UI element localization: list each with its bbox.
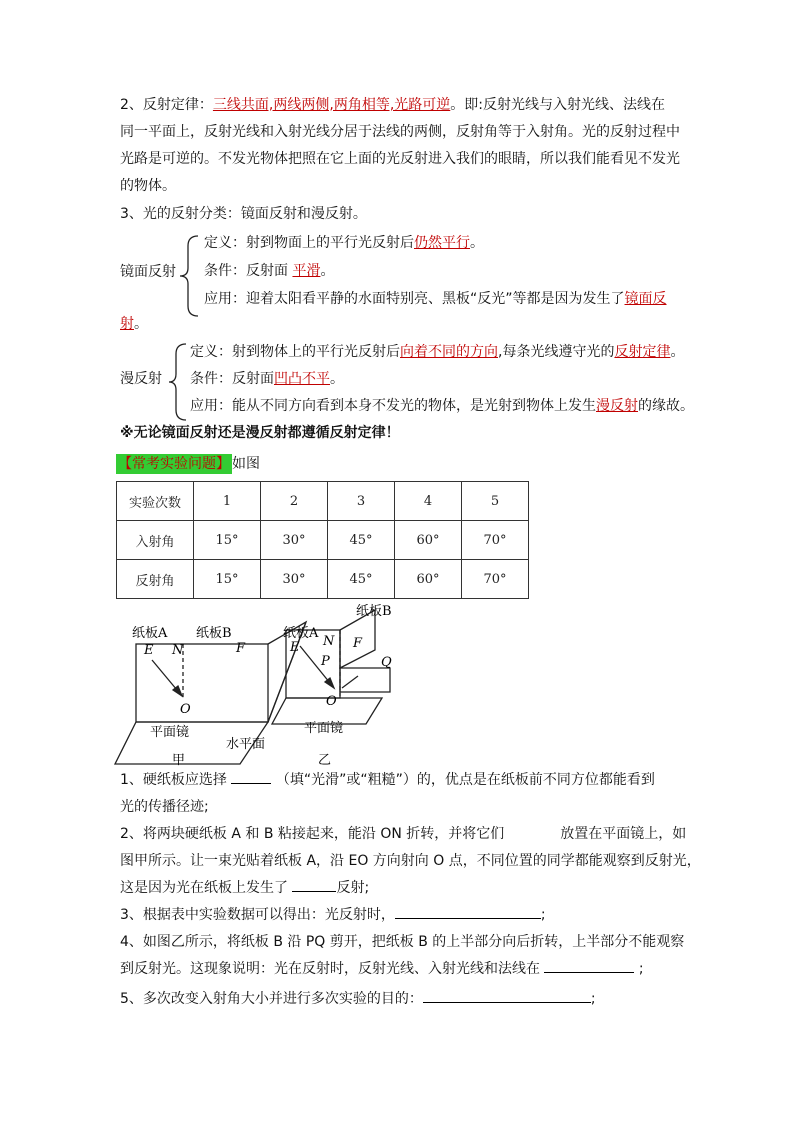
specular-label: 镜面反射	[120, 264, 176, 280]
specular-definition: 定义：射到物面上的平行光反射后仍然平行。	[204, 235, 484, 251]
fig-mirror-yi: 平面镜	[304, 721, 344, 736]
diffuse-condition: 条件：反射面凹凸不平。	[190, 371, 344, 387]
fig-board-a-yi: 纸板A	[283, 626, 319, 641]
diffuse-brace	[166, 340, 190, 424]
fig-n-yi: N	[323, 634, 335, 649]
question-2-line-1: 2、将两块硬纸板 A 和 B 粘接起来，能沿 ON 折转，并将它们 放置在平面镜上，如	[120, 826, 687, 842]
fig-horizontal-plane: 水平面	[226, 737, 266, 752]
specular-application: 应用：迎着太阳看平静的水面特别亮、黑板“反光”等都是因为发生了镜面反	[204, 291, 667, 307]
experiment-heading: 【常考实验问题】 如图	[118, 456, 260, 472]
classify-line: 3、光的反射分类：镜面反射和漫反射。	[120, 206, 367, 222]
law-line-4: 的物体。	[120, 178, 176, 194]
question-5: 5、多次改变入射角大小并进行多次实验的目的： ;	[120, 986, 676, 1013]
question-4-line-1: 4、如图乙所示，将纸板 B 沿 PQ 剪开，把纸板 B 的上半部分向后折转，上半部分不能观察	[120, 934, 685, 950]
table-cell: 30°	[261, 560, 328, 599]
fig-board-a-jia: 纸板A	[132, 626, 168, 641]
fig-e-jia: E	[144, 643, 154, 658]
table-cell: 70°	[462, 560, 529, 599]
table-cell: 60°	[395, 521, 462, 560]
table-cell: 4	[395, 482, 462, 521]
fig-o-yi: O	[326, 694, 337, 709]
table-row-header: 实验次数	[117, 482, 194, 521]
reflection-law-note: ※无论镜面反射还是漫反射都遵循反射定律！	[120, 425, 400, 441]
law-line-1: 2、反射定律：三线共面,两线两侧,两角相等,光路可逆。即:反射光线与入射光线、法线在	[120, 97, 665, 113]
table-cell: 60°	[395, 560, 462, 599]
question-5-blank[interactable]	[423, 988, 591, 1003]
table-cell: 3	[328, 482, 395, 521]
experiment-table	[116, 481, 529, 599]
fig-mirror-jia: 平面镜	[150, 725, 190, 740]
question-4-line-2: 到反射光。这现象说明：光在反射时，反射光线、入射光线和法线在 ;	[120, 956, 676, 983]
board-b-lower	[340, 668, 390, 692]
question-2-blank[interactable]	[292, 877, 336, 892]
table-row	[117, 482, 529, 521]
question-4-blank[interactable]	[544, 958, 634, 973]
specular-brace	[176, 232, 202, 320]
table-cell: 30°	[261, 521, 328, 560]
specular-condition: 条件：反射面 平滑。	[204, 263, 335, 279]
table-row-header: 入射角	[117, 521, 194, 560]
question-1-blank[interactable]	[231, 769, 271, 784]
fig-n-jia: N	[172, 643, 184, 658]
law-line-3: 光路是可逆的。不发光物体把照在它上面的光反射进入我们的眼睛，所以我们能看见不发光	[120, 151, 680, 167]
question-1-line-1: 1、硬纸板应选择 （填“光滑”或“粗糙”）的，优点是在纸板前不同方位都能看到	[120, 767, 676, 794]
table-cell: 45°	[328, 560, 395, 599]
fig-q-yi: Q	[381, 655, 392, 670]
fig-e-yi: E	[290, 640, 300, 655]
board-ab-rect	[136, 644, 268, 722]
question-1-line-2: 光的传播径迹;	[120, 799, 209, 815]
table-cell: 70°	[462, 521, 529, 560]
specular-application-cont: 射。	[120, 316, 148, 332]
table-cell: 15°	[194, 521, 261, 560]
question-3-blank[interactable]	[395, 904, 541, 919]
fig-f-yi: F	[353, 636, 363, 651]
fig-f-jia: F	[236, 641, 246, 656]
fig-p-yi: P	[321, 654, 330, 669]
diffuse-label: 漫反射	[120, 371, 162, 387]
table-row	[117, 560, 529, 599]
experiment-tag: 【常考实验问题】	[118, 456, 230, 472]
diffuse-application: 应用：能从不同方向看到本身不发光的物体，是光射到物体上发生漫反射的缘故。	[190, 398, 694, 414]
table-cell: 5	[462, 482, 529, 521]
table-row	[117, 521, 529, 560]
table-cell: 45°	[328, 521, 395, 560]
fig-caption-yi: 乙	[318, 753, 332, 768]
fig-caption-jia: 甲	[172, 753, 186, 768]
law-line-2: 同一平面上，反射光线和入射光线分居于法线的两侧，反射角等于入射角。光的反射过程中	[120, 124, 680, 140]
question-3: 3、根据表中实验数据可以得出：光反射时， ;	[120, 902, 676, 929]
table-cell: 1	[194, 482, 261, 521]
table-row-header: 反射角	[117, 560, 194, 599]
question-2-line-3: 这是因为光在纸板上发生了 反射;	[120, 875, 676, 902]
question-2-line-2: 图甲所示。让一束光贴着纸板 A，沿 EO 方向射向 O 点，不同位置的同学都能观察到反射光，	[120, 853, 701, 869]
fig-board-b-yi: 纸板B	[356, 604, 392, 619]
reflected-ray-yi	[342, 676, 358, 688]
fig-o-jia: O	[180, 702, 191, 717]
table-cell: 2	[261, 482, 328, 521]
diffuse-definition: 定义：射到物体上的平行光反射后向着不同的方向,每条光线遵守光的反射定律。	[190, 344, 685, 360]
law-key-phrase: 三线共面,两线两侧,两角相等,光路可逆	[212, 97, 451, 113]
fig-board-b-jia: 纸板B	[196, 626, 232, 641]
table-cell: 15°	[194, 560, 261, 599]
